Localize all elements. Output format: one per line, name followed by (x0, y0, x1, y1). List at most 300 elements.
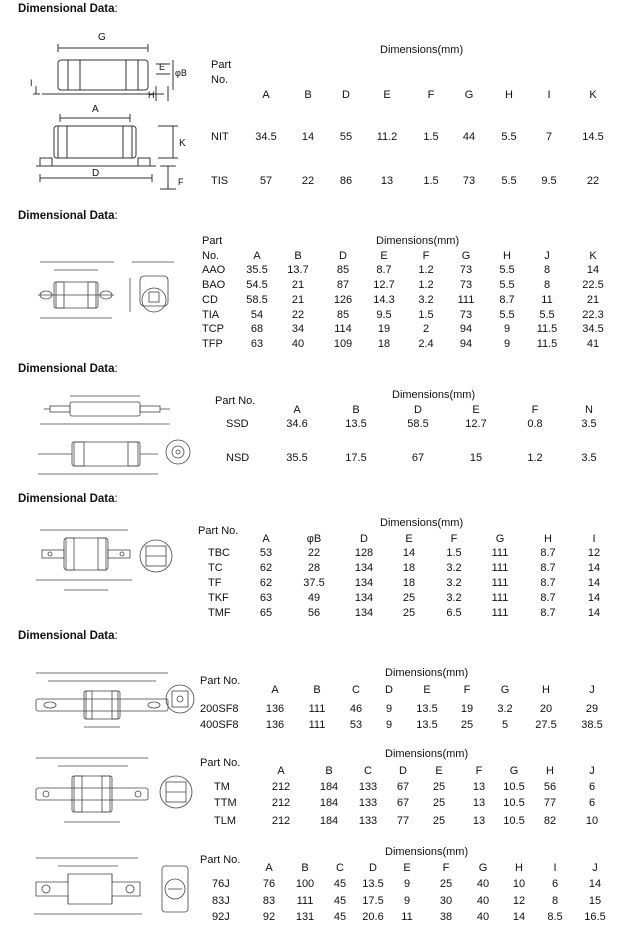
column-header: H (544, 533, 552, 545)
table-cell: 10.5 (503, 797, 525, 809)
part-number: TIA (202, 309, 220, 321)
table-cell: 28 (307, 562, 321, 574)
table-cell: 63 (259, 592, 273, 604)
table-cell: 54.5 (246, 279, 268, 291)
drawing-label-f: F (178, 177, 184, 187)
table-cell: 2.4 (418, 338, 434, 350)
table-cell: 34.5 (255, 131, 277, 143)
table-cell: 109 (333, 338, 353, 350)
column-header: A (265, 862, 273, 874)
column-header: J (589, 684, 595, 696)
section-4-fuse-drawing (28, 522, 188, 602)
table-cell: 22 (586, 175, 600, 187)
table-cell: 45 (333, 878, 347, 890)
table-cell: 58.5 (407, 418, 429, 430)
table-cell: 212 (271, 797, 291, 809)
column-header: A (271, 684, 279, 696)
table-cell: 136 (265, 719, 285, 731)
table-cell: 111 (491, 562, 509, 574)
column-header: J (592, 862, 598, 874)
table-cell: 13 (472, 781, 486, 793)
table-cell: 9 (403, 895, 411, 907)
table-cell: 58.5 (246, 294, 268, 306)
column-header: E (472, 404, 480, 416)
table-cell: 34.5 (582, 323, 604, 335)
table-cell: 8 (551, 895, 559, 907)
table-cell: 12 (587, 547, 601, 559)
table-cell: 134 (354, 577, 374, 589)
dimensions-label: Dimensions(mm) (380, 44, 464, 56)
column-header: G (478, 862, 488, 874)
table-cell: 14.3 (373, 294, 395, 306)
column-header: D (399, 765, 407, 777)
table-cell: 9.5 (541, 175, 557, 187)
table-cell: 6 (588, 781, 596, 793)
column-header: C (336, 862, 344, 874)
drawing-label-a: A (92, 104, 99, 115)
dimensions-label: Dimensions(mm) (385, 748, 469, 760)
column-header: F (463, 684, 471, 696)
table-cell: 0.8 (527, 418, 543, 430)
table-cell: 11.5 (536, 323, 558, 335)
table-cell: 22 (301, 175, 315, 187)
table-cell: 19 (377, 323, 391, 335)
column-header: C (364, 765, 372, 777)
part-number: TTM (214, 797, 237, 809)
table-cell: 18 (402, 562, 416, 574)
table-cell: 184 (319, 797, 339, 809)
table-cell: 13 (472, 797, 486, 809)
column-header: N (585, 404, 593, 416)
table-cell: 10.5 (503, 781, 525, 793)
column-header: F (427, 89, 435, 101)
drawing-label-e: E (159, 62, 166, 72)
table-cell: 5.5 (501, 131, 517, 143)
column-header: K (589, 250, 597, 262)
column-header: B (294, 250, 302, 262)
column-header: H (542, 684, 550, 696)
table-cell: 13.5 (416, 719, 438, 731)
table-cell: 38.5 (581, 719, 603, 731)
table-cell: 9 (503, 338, 511, 350)
table-cell: 5.5 (501, 175, 517, 187)
table-cell: 13.5 (362, 878, 384, 890)
part-number: TBC (208, 547, 230, 559)
table-cell: 18 (377, 338, 391, 350)
part-number: 83J (212, 895, 230, 907)
column-header: D (385, 684, 393, 696)
part-number: TLM (214, 815, 236, 827)
table-cell: 25 (439, 878, 453, 890)
section-5-heading-colon: : (114, 630, 118, 642)
table-cell: 22 (291, 309, 305, 321)
column-header: F (475, 765, 483, 777)
column-header: B (352, 404, 360, 416)
table-cell: 56 (543, 781, 557, 793)
table-cell: 133 (358, 781, 378, 793)
column-header: φB (306, 533, 322, 545)
table-cell: 8.7 (540, 577, 556, 589)
table-cell: 30 (439, 895, 453, 907)
part-label-no: No. (202, 250, 220, 262)
table-cell: 21 (586, 294, 600, 306)
section-3-fuse-drawing (30, 390, 200, 480)
table-cell: 1.2 (527, 452, 543, 464)
dimensions-label: Dimensions(mm) (385, 846, 469, 858)
table-cell: 65 (259, 607, 273, 619)
section-1-heading-text: Dimensional Data (18, 3, 115, 15)
column-header: B (304, 89, 312, 101)
table-cell: 1.5 (418, 309, 434, 321)
column-header: D (339, 250, 347, 262)
table-cell: 82 (543, 815, 557, 827)
table-cell: 14 (587, 577, 601, 589)
table-cell: 5.5 (499, 264, 515, 276)
table-cell: 8.5 (547, 911, 563, 923)
part-label: Part (211, 59, 232, 71)
table-cell: 40 (476, 895, 490, 907)
part-number: TIS (211, 175, 229, 187)
table-cell: 49 (307, 592, 321, 604)
table-cell: 73 (462, 175, 476, 187)
table-cell: 55 (339, 131, 353, 143)
column-header: A (262, 533, 270, 545)
table-cell: 11.5 (536, 338, 558, 350)
column-header: G (464, 89, 474, 101)
table-cell: 8.7 (499, 294, 515, 306)
table-cell: 22.3 (582, 309, 604, 321)
table-cell: 5 (501, 719, 509, 731)
section-4-heading-text: Dimensional Data (18, 493, 115, 505)
section-1-fuse-drawing (28, 26, 198, 196)
table-cell: 8.7 (540, 547, 556, 559)
table-cell: 134 (354, 607, 374, 619)
table-cell: 5.5 (499, 309, 515, 321)
column-header: G (461, 250, 471, 262)
dimensions-label: Dimensions(mm) (376, 235, 460, 247)
part-number: NSD (226, 452, 250, 464)
table-cell: 14 (587, 562, 601, 574)
table-cell: 18 (402, 577, 416, 589)
section-2-heading-colon: : (114, 210, 118, 222)
table-cell: 62 (259, 577, 273, 589)
section-5-heading (18, 630, 118, 642)
table-cell: 40 (476, 878, 490, 890)
table-cell: 8.7 (540, 592, 556, 604)
table-cell: 11 (401, 911, 413, 923)
column-header: B (313, 684, 321, 696)
table-cell: 100 (295, 878, 315, 890)
table-cell: 67 (411, 452, 425, 464)
table-cell: 87 (336, 279, 350, 291)
column-header: K (589, 89, 597, 101)
section-4-heading (18, 493, 118, 505)
dimensions-label: Dimensions(mm) (380, 517, 464, 529)
part-number: 400SF8 (200, 719, 239, 731)
table-cell: 3.2 (418, 294, 434, 306)
table-cell: 134 (354, 592, 374, 604)
table-cell: 11.2 (376, 131, 398, 143)
column-header: F (442, 862, 450, 874)
table-cell: 1.5 (446, 547, 462, 559)
table-cell: 14.5 (582, 131, 604, 143)
section-2-heading-text: Dimensional Data (18, 210, 115, 222)
part-number: TC (208, 562, 223, 574)
table-cell: 133 (358, 815, 378, 827)
section-5-heading-text: Dimensional Data (18, 630, 115, 642)
table-cell: 6 (588, 797, 596, 809)
table-cell: 77 (543, 797, 557, 809)
part-number: 76J (212, 878, 230, 890)
part-label: Part No. (215, 395, 256, 407)
column-header: H (503, 250, 511, 262)
table-cell: 34.6 (286, 418, 308, 430)
table-cell: 1.2 (418, 279, 434, 291)
table-cell: 13.5 (416, 703, 438, 715)
table-cell: 111 (491, 577, 509, 589)
table-cell: 126 (333, 294, 353, 306)
column-header: E (405, 533, 413, 545)
table-cell: 9 (403, 878, 411, 890)
column-header: E (403, 862, 411, 874)
table-cell: 17.5 (345, 452, 367, 464)
table-cell: 8 (543, 264, 551, 276)
section-2-heading (18, 210, 118, 222)
column-header: D (342, 89, 350, 101)
column-header: C (352, 684, 360, 696)
table-cell: 184 (319, 815, 339, 827)
table-cell: 44 (462, 131, 476, 143)
table-cell: 40 (291, 338, 305, 350)
table-cell: 16.5 (584, 911, 606, 923)
table-cell: 14 (402, 547, 416, 559)
table-cell: 131 (295, 911, 315, 923)
table-cell: 25 (432, 797, 446, 809)
section-5c-fuse-drawing (28, 852, 198, 924)
column-header: G (495, 533, 505, 545)
table-cell: 9 (385, 719, 393, 731)
section-5a-fuse-drawing (28, 665, 198, 737)
table-cell: 9 (503, 323, 511, 335)
part-number: 200SF8 (200, 703, 239, 715)
column-header: F (531, 404, 539, 416)
table-cell: 76 (262, 878, 276, 890)
part-label: Part No. (200, 675, 241, 687)
table-cell: 13 (380, 175, 394, 187)
table-cell: 5.5 (499, 279, 515, 291)
column-header: E (383, 89, 391, 101)
table-cell: 83 (262, 895, 276, 907)
column-header: D (360, 533, 368, 545)
table-cell: 111 (457, 294, 475, 306)
column-header: I (553, 862, 557, 874)
drawing-label-i: I (30, 78, 33, 88)
table-cell: 21 (291, 294, 305, 306)
table-cell: 17.5 (362, 895, 384, 907)
column-header: J (589, 765, 595, 777)
table-cell: 38 (439, 911, 453, 923)
table-cell: 184 (319, 781, 339, 793)
table-cell: 111 (308, 703, 326, 715)
table-cell: 25 (402, 592, 416, 604)
table-cell: 134 (354, 562, 374, 574)
table-cell: 12 (512, 895, 526, 907)
table-cell: 5.5 (539, 309, 555, 321)
table-cell: 3.5 (581, 452, 597, 464)
table-cell: 62 (259, 562, 273, 574)
part-label: Part (202, 235, 223, 247)
part-label: Part No. (198, 525, 239, 537)
column-header: I (592, 533, 596, 545)
table-cell: 22.5 (582, 279, 604, 291)
drawing-label-h: H (148, 90, 155, 100)
table-cell: 1.5 (423, 175, 439, 187)
section-3-heading-text: Dimensional Data (18, 363, 115, 375)
table-cell: 86 (339, 175, 353, 187)
table-cell: 27.5 (535, 719, 557, 731)
table-cell: 20.6 (362, 911, 384, 923)
section-1-heading-colon: : (114, 3, 118, 15)
table-cell: 9.5 (376, 309, 392, 321)
table-cell: 14 (587, 592, 601, 604)
table-cell: 8.7 (540, 607, 556, 619)
table-cell: 7 (545, 131, 553, 143)
column-header: A (253, 250, 261, 262)
table-cell: 12.7 (465, 418, 487, 430)
table-cell: 45 (333, 911, 347, 923)
column-header: I (547, 89, 551, 101)
table-cell: 94 (459, 323, 473, 335)
table-cell: 46 (349, 703, 363, 715)
table-cell: 11 (541, 294, 553, 306)
table-cell: 3.2 (446, 577, 462, 589)
dimensions-label: Dimensions(mm) (392, 389, 476, 401)
part-number: TKF (208, 592, 229, 604)
table-cell: 15 (588, 895, 602, 907)
table-cell: 15 (469, 452, 483, 464)
column-header: A (293, 404, 301, 416)
table-cell: 41 (586, 338, 600, 350)
table-cell: 3.2 (497, 703, 513, 715)
table-cell: 35.5 (246, 264, 268, 276)
table-cell: 111 (296, 895, 314, 907)
table-cell: 21 (291, 279, 305, 291)
section-4-heading-colon: : (114, 493, 118, 505)
column-header: E (380, 250, 388, 262)
drawing-label-k: K (179, 138, 186, 149)
table-cell: 8.7 (540, 562, 556, 574)
table-cell: 114 (334, 323, 352, 335)
table-cell: 56 (307, 607, 321, 619)
section-1-heading (18, 3, 118, 15)
table-cell: 128 (354, 547, 374, 559)
table-cell: 85 (336, 264, 350, 276)
column-header: A (277, 765, 285, 777)
table-cell: 12.7 (373, 279, 395, 291)
section-3-heading (18, 363, 118, 375)
column-header: D (369, 862, 377, 874)
section-3-heading-colon: : (114, 363, 118, 375)
table-cell: 19 (460, 703, 474, 715)
part-number: TCP (202, 323, 224, 335)
table-cell: 34 (291, 323, 305, 335)
table-cell: 25 (432, 815, 446, 827)
column-header: F (422, 250, 430, 262)
drawing-label-d: D (92, 168, 100, 179)
column-header: F (450, 533, 458, 545)
part-label: Part No. (200, 757, 241, 769)
table-cell: 73 (459, 309, 473, 321)
table-cell: 20 (539, 703, 553, 715)
table-cell: 29 (585, 703, 599, 715)
table-cell: 111 (491, 547, 509, 559)
table-cell: 73 (459, 279, 473, 291)
table-cell: 13.7 (287, 264, 309, 276)
table-cell: 40 (476, 911, 490, 923)
table-cell: 14 (586, 264, 600, 276)
table-cell: 10.5 (503, 815, 525, 827)
table-cell: 3.2 (446, 592, 462, 604)
table-cell: 136 (265, 703, 285, 715)
table-cell: 67 (396, 781, 410, 793)
section-2-fuse-drawing (34, 248, 194, 338)
dimensions-label: Dimensions(mm) (385, 667, 469, 679)
part-label-no: No. (211, 74, 229, 86)
table-cell: 92 (262, 911, 276, 923)
table-cell: 85 (336, 309, 350, 321)
table-cell: 45 (333, 895, 347, 907)
drawing-label-phib: φB (175, 68, 187, 78)
table-cell: 53 (349, 719, 363, 731)
table-cell: 35.5 (286, 452, 308, 464)
column-header: H (546, 765, 554, 777)
table-cell: 1.2 (418, 264, 434, 276)
column-header: G (500, 684, 510, 696)
column-header: B (325, 765, 333, 777)
table-cell: 2 (422, 323, 430, 335)
column-header: H (505, 89, 513, 101)
column-header: A (262, 89, 270, 101)
table-cell: 10 (585, 815, 599, 827)
part-number: BAO (202, 279, 226, 291)
table-cell: 25 (432, 781, 446, 793)
table-cell: 68 (250, 323, 264, 335)
part-number: TFP (202, 338, 223, 350)
table-cell: 13.5 (345, 418, 367, 430)
table-cell: 3.2 (446, 562, 462, 574)
part-label: Part No. (200, 854, 241, 866)
part-number: TF (208, 577, 222, 589)
part-number: TMF (208, 607, 231, 619)
column-header: D (414, 404, 422, 416)
table-cell: 73 (459, 264, 473, 276)
column-header: E (435, 765, 443, 777)
table-cell: 77 (396, 815, 410, 827)
part-number: 92J (212, 911, 230, 923)
table-cell: 111 (308, 719, 326, 731)
table-cell: 57 (259, 175, 273, 187)
table-cell: 6 (551, 878, 559, 890)
column-header: G (509, 765, 519, 777)
table-cell: 111 (491, 592, 509, 604)
table-cell: 111 (491, 607, 509, 619)
table-cell: 54 (250, 309, 264, 321)
table-cell: 94 (459, 338, 473, 350)
table-cell: 3.5 (581, 418, 597, 430)
part-number: NIT (211, 131, 229, 143)
table-cell: 53 (259, 547, 273, 559)
table-cell: 9 (385, 703, 393, 715)
